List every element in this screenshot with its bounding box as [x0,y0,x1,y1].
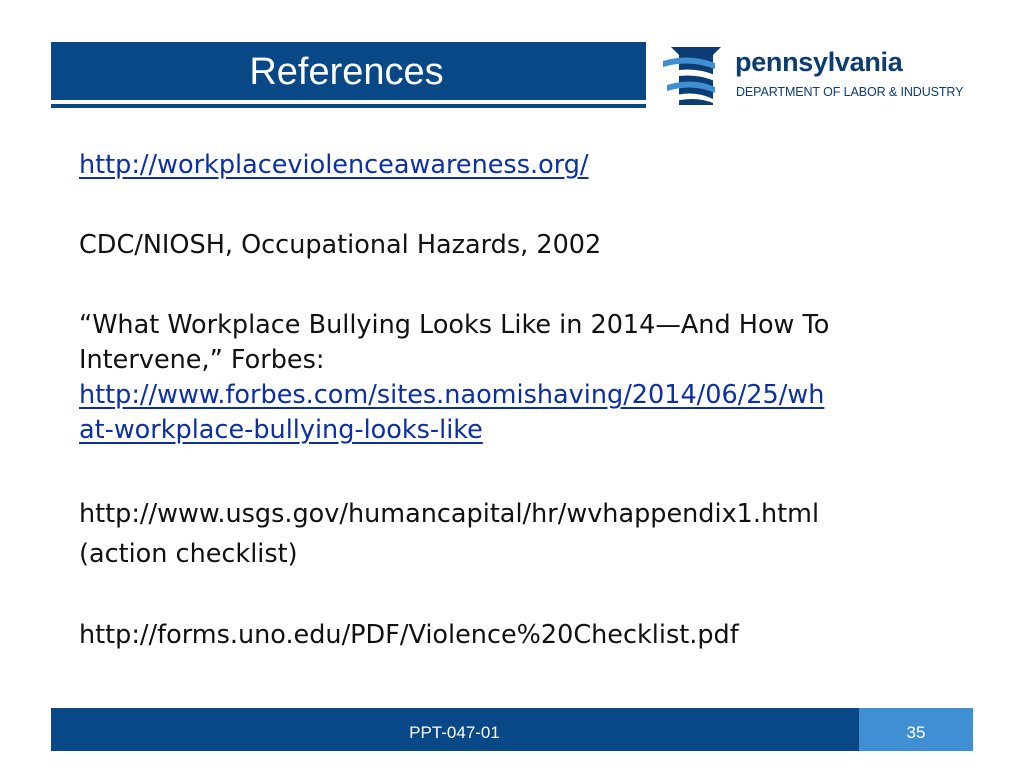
title-bar [51,42,646,104]
page-number: 35 [859,708,973,751]
footer-code: PPT-047-01 [409,723,500,742]
slide-title: References [249,51,444,93]
reference-link[interactable]: http://www.forbes.com/sites.naomishaving/2014/06/25/wh [79,380,825,410]
reference-item [79,308,959,448]
reference-text: CDC/NIOSH, Occupational Hazards, 2002 [79,230,602,260]
pa-labor-logo [663,45,983,111]
reference-note: (action checklist) [79,539,298,569]
reference-link[interactable]: at-workplace-bullying-looks-like [79,415,483,445]
reference-item [79,228,959,263]
keystone-icon [663,45,729,111]
reference-link[interactable]: http://workplaceviolenceawareness.org/ [79,150,589,180]
reference-text: http://forms.uno.edu/PDF/Violence%20Checklist.pdf [79,620,739,650]
reference-item [79,618,959,653]
reference-item [79,497,959,572]
reference-text: Intervene,” Forbes: [79,345,325,375]
reference-list [79,148,959,653]
logo-wordmark: pennsylvania [735,47,903,77]
reference-text: “What Workplace Bullying Looks Like in 2014—And How To [79,310,830,340]
logo-subtitle: DEPARTMENT OF LABOR & INDUSTRY [736,85,964,99]
footer-bar [51,708,973,751]
reference-item [79,148,959,183]
reference-text: http://www.usgs.gov/humancapital/hr/wvhappendix1.html [79,499,820,529]
